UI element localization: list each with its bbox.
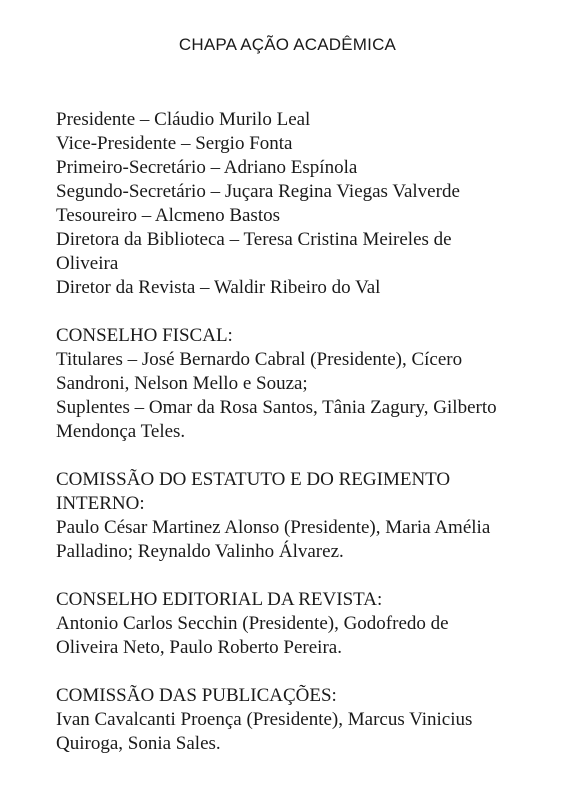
directorate-line-treasurer: Tesoureiro – Alcmeno Bastos [56,205,280,226]
document-title: CHAPA AÇÃO ACADÊMICA [178,35,397,54]
section-line: Palladino; Reynaldo Valinho Álvarez. [56,541,344,562]
section-heading: COMISSÃO DAS PUBLICAÇÕES: [56,685,337,706]
section-spacer [56,444,556,468]
comissao-publicacoes-section [56,684,556,756]
section-line: Mendonça Teles. [56,421,186,442]
document-body [56,108,556,756]
directorate-line-library-director-cont: Oliveira [56,253,119,274]
section-heading: CONSELHO FISCAL: [56,325,233,346]
section-line: Ivan Cavalcanti Proença (Presidente), Marcus Vinicius [56,709,473,730]
section-line: Oliveira Neto, Paulo Roberto Pereira. [56,637,342,658]
directorate-line-magazine-director: Diretor da Revista – Waldir Ribeiro do Val [56,277,381,298]
section-line: Sandroni, Nelson Mello e Souza; [56,373,308,394]
section-spacer [56,300,556,324]
conselho-fiscal-section [56,324,556,444]
section-line: Suplentes – Omar da Rosa Santos, Tânia Zagury, Gilberto [56,397,497,418]
directorate-line-first-secretary: Primeiro-Secretário – Adriano Espínola [56,157,358,178]
directorate-line-vice-president: Vice-Presidente – Sergio Fonta [56,133,293,154]
section-line: Antonio Carlos Secchin (Presidente), Godofredo de [56,613,449,634]
section-line: Titulares – José Bernardo Cabral (Presidente), Cícero [56,349,463,370]
directorate-line-second-secretary: Segundo-Secretário – Juçara Regina Viegas Valverde [56,181,460,202]
section-heading: COMISSÃO DO ESTATUTO E DO REGIMENTO [56,469,451,490]
section-spacer [56,564,556,588]
section-heading-cont: INTERNO: [56,493,145,514]
directorate-line-president: Presidente – Cláudio Murilo Leal [56,109,311,130]
comissao-estatuto-section [56,468,556,564]
directorate-section [56,108,556,300]
directorate-line-library-director: Diretora da Biblioteca – Teresa Cristina Meireles de [56,229,452,250]
section-heading: CONSELHO EDITORIAL DA REVISTA: [56,589,383,610]
section-spacer [56,660,556,684]
conselho-editorial-section [56,588,556,660]
section-line: Paulo César Martinez Alonso (Presidente), Maria Amélia [56,517,491,538]
section-line: Quiroga, Sonia Sales. [56,733,221,754]
